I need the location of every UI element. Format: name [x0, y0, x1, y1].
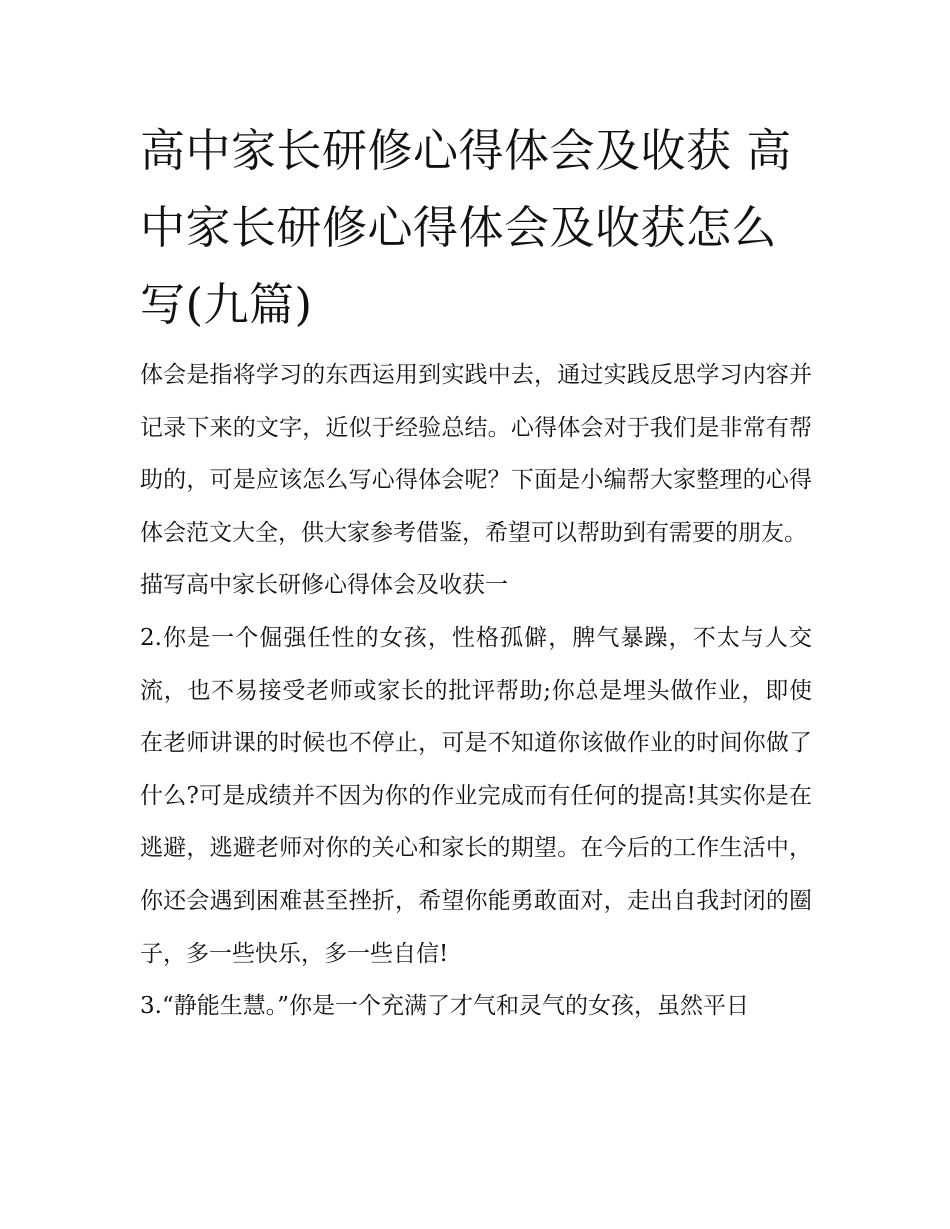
intro-paragraph: 体会是指将学习的东西运用到实践中去，通过实践反思学习内容并记录下来的文字，近似于经验总结。心得体会对于我们是非常有帮助的，可是应该怎么写心得体会呢？下面是小编帮大家整理的心得体会范文大全，供大家参考借鉴，希望可以帮助到有需要的朋友。 [140, 362, 812, 546]
body-paragraph-2: 2.你是一个倔强任性的女孩，性格孤僻，脾气暴躁，不太与人交流，也不易接受老师或家长的批评帮助;你总是埋头做作业，即使在老师讲课的时候也不停止，可是不知道你该做作业的时间你做了什么?可是成绩并不因为你的作业完成而有任何的提高!其实你是在逃避，逃避老师对你的关心和家长的期望。在今后的工作生活中，你还会遇到困难甚至挫折，希望你能勇敢面对，走出自我封闭的圈子，多一些快乐，多一些自信! [140, 624, 812, 967]
document-body [140, 349, 812, 1033]
document-page [140, 112, 812, 1033]
section-heading: 描写高中家长研修心得体会及收获一 [140, 572, 508, 599]
document-title: 高中家长研修心得体会及收获 高中家长研修心得体会及收获怎么写(九篇) [140, 124, 792, 331]
body-paragraph-3: 3.“静能生慧。”你是一个充满了才气和灵气的女孩，虽然平日 [140, 993, 749, 1020]
